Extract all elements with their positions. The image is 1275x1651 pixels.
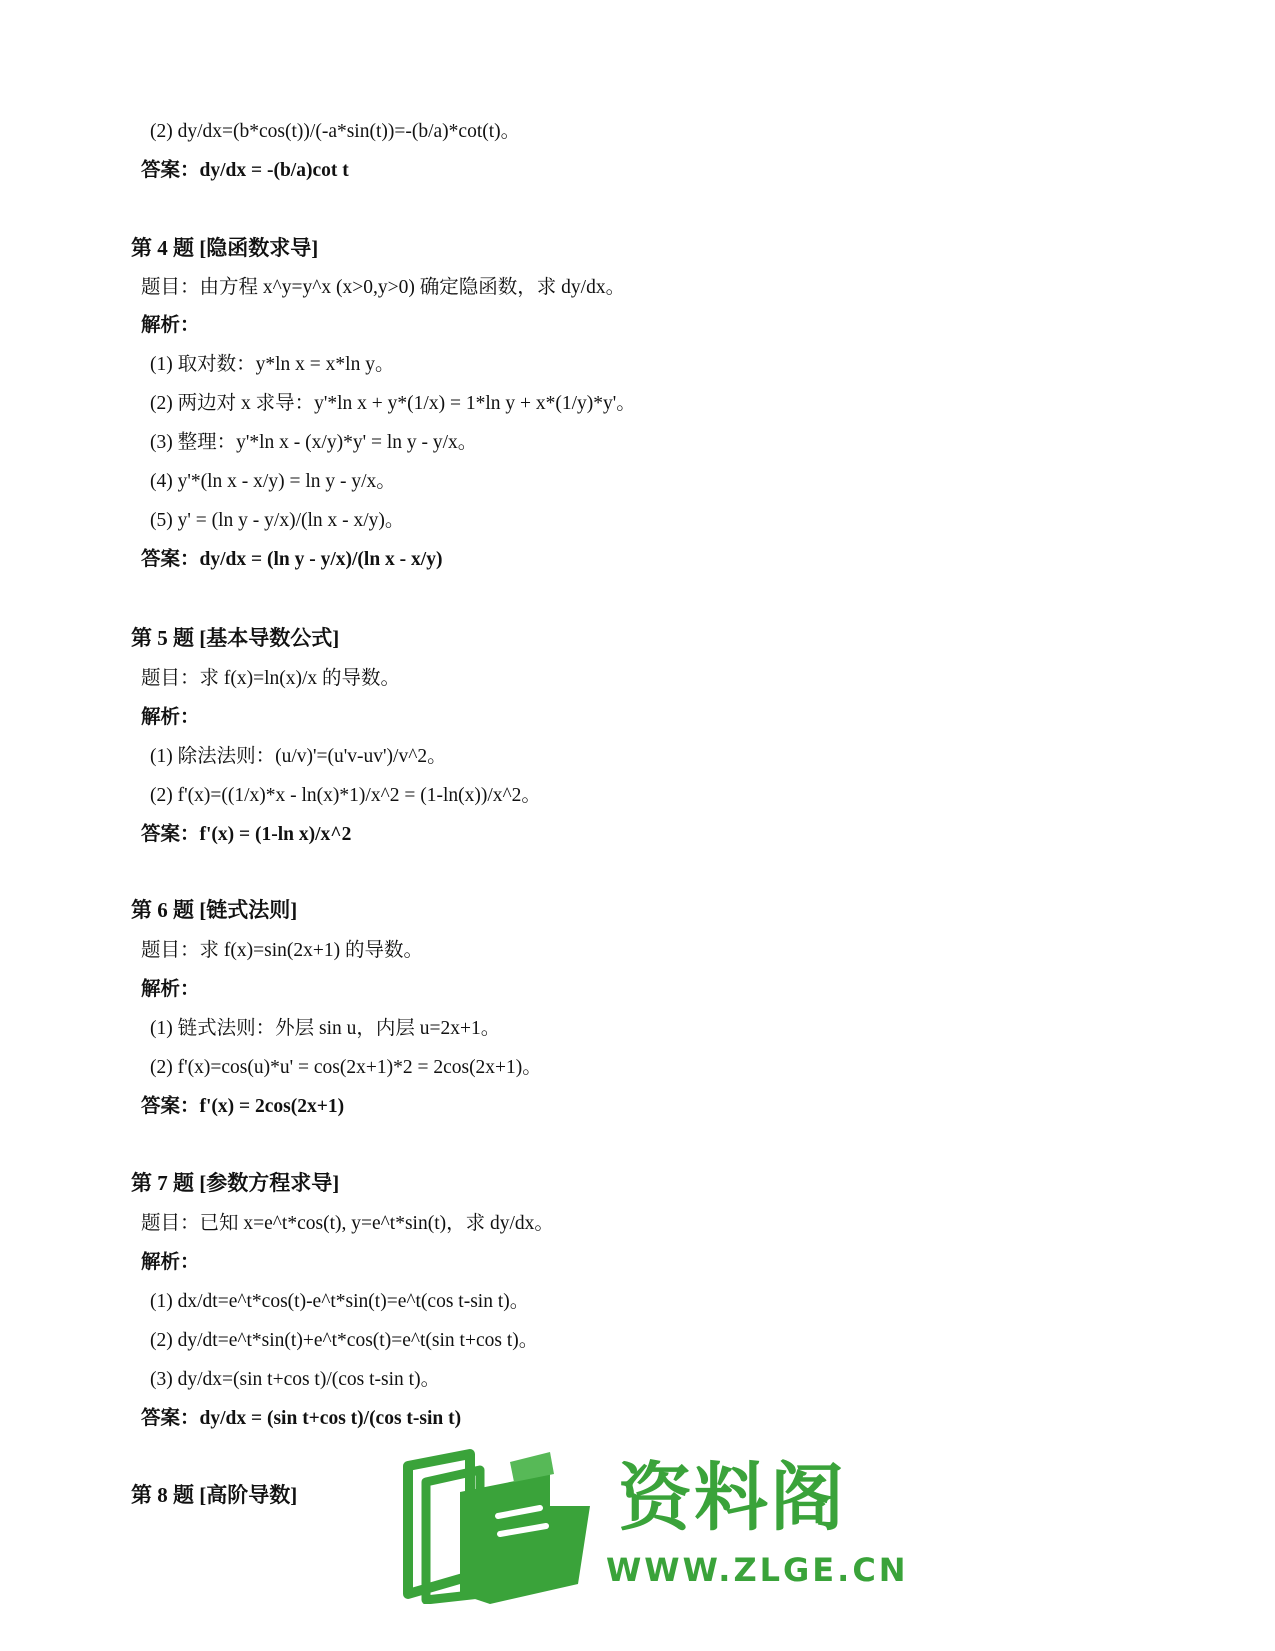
question-5-answer: 答案：f'(x) = (1-ln x)/x^2	[141, 824, 352, 845]
question-7-answer: 答案：dy/dx = (sin t+cos t)/(cos t-sin t)	[141, 1408, 462, 1429]
question-4-step-1: (1) 取对数：y*ln x = x*ln y。	[150, 354, 395, 375]
question-7-step-1: (1) dx/dt=e^t*cos(t)-e^t*sin(t)=e^t(cos t-sin t)。	[150, 1291, 530, 1312]
question-7-step-3: (3) dy/dx=(sin t+cos t)/(cos t-sin t)。	[150, 1369, 441, 1390]
answer-line: 答案：dy/dx = -(b/a)cot t	[141, 160, 349, 181]
question-6-step-2: (2) f'(x)=cos(u)*u' = cos(2x+1)*2 = 2cos(2x+1)。	[150, 1057, 542, 1078]
question-4-step-3: (3) 整理：y'*ln x - (x/y)*y' = ln y - y/x。	[150, 432, 478, 453]
watermark-brand-url: WWW.ZLGE.CN	[606, 1551, 909, 1589]
question-4-step-2: (2) 两边对 x 求导：y'*ln x + y*(1/x) = 1*ln y + x*(1/y)*y'。	[150, 393, 636, 414]
question-4-problem: 题目：由方程 x^y=y^x (x>0,y>0) 确定隐函数，求 dy/dx。	[141, 277, 626, 298]
question-7-analysis-label: 解析：	[141, 1252, 200, 1273]
question-5-analysis-label: 解析：	[141, 707, 200, 728]
question-5-step-2: (2) f'(x)=((1/x)*x - ln(x)*1)/x^2 = (1-ln(x))/x^2。	[150, 785, 541, 806]
question-6-heading: 第 6 题 [链式法则]	[131, 898, 298, 922]
question-8-heading: 第 8 题 [高阶导数]	[131, 1483, 298, 1507]
question-6-step-1: (1) 链式法则：外层 sin u，内层 u=2x+1。	[150, 1018, 501, 1039]
watermark-brand-name: 资料阁	[618, 1455, 846, 1541]
question-4-step-5: (5) y' = (ln y - y/x)/(ln x - x/y)。	[150, 510, 405, 531]
question-7-heading: 第 7 题 [参数方程求导]	[131, 1171, 340, 1195]
question-4-answer: 答案：dy/dx = (ln y - y/x)/(ln x - x/y)	[141, 549, 443, 570]
question-4-step-4: (4) y'*(ln x - x/y) = ln y - y/x。	[150, 471, 396, 492]
question-6-analysis-label: 解析：	[141, 979, 200, 1000]
watermark-logo	[400, 1444, 909, 1604]
question-6-problem: 题目：求 f(x)=sin(2x+1) 的导数。	[141, 940, 423, 961]
question-7-problem: 题目：已知 x=e^t*cos(t), y=e^t*sin(t)，求 dy/dx。	[141, 1213, 554, 1234]
question-4-analysis-label: 解析：	[141, 315, 200, 336]
question-4-heading: 第 4 题 [隐函数求导]	[131, 236, 319, 260]
step-line: (2) dy/dx=(b*cos(t))/(-a*sin(t))=-(b/a)*cot(t)。	[150, 121, 521, 142]
question-5-step-1: (1) 除法法则：(u/v)'=(u'v-uv')/v^2。	[150, 746, 447, 767]
question-6-answer: 答案：f'(x) = 2cos(2x+1)	[141, 1096, 345, 1117]
question-5-heading: 第 5 题 [基本导数公式]	[131, 626, 340, 650]
open-book-icon	[400, 1444, 600, 1604]
question-7-step-2: (2) dy/dt=e^t*sin(t)+e^t*cos(t)=e^t(sin t+cos t)。	[150, 1330, 539, 1351]
question-5-problem: 题目：求 f(x)=ln(x)/x 的导数。	[141, 668, 401, 689]
